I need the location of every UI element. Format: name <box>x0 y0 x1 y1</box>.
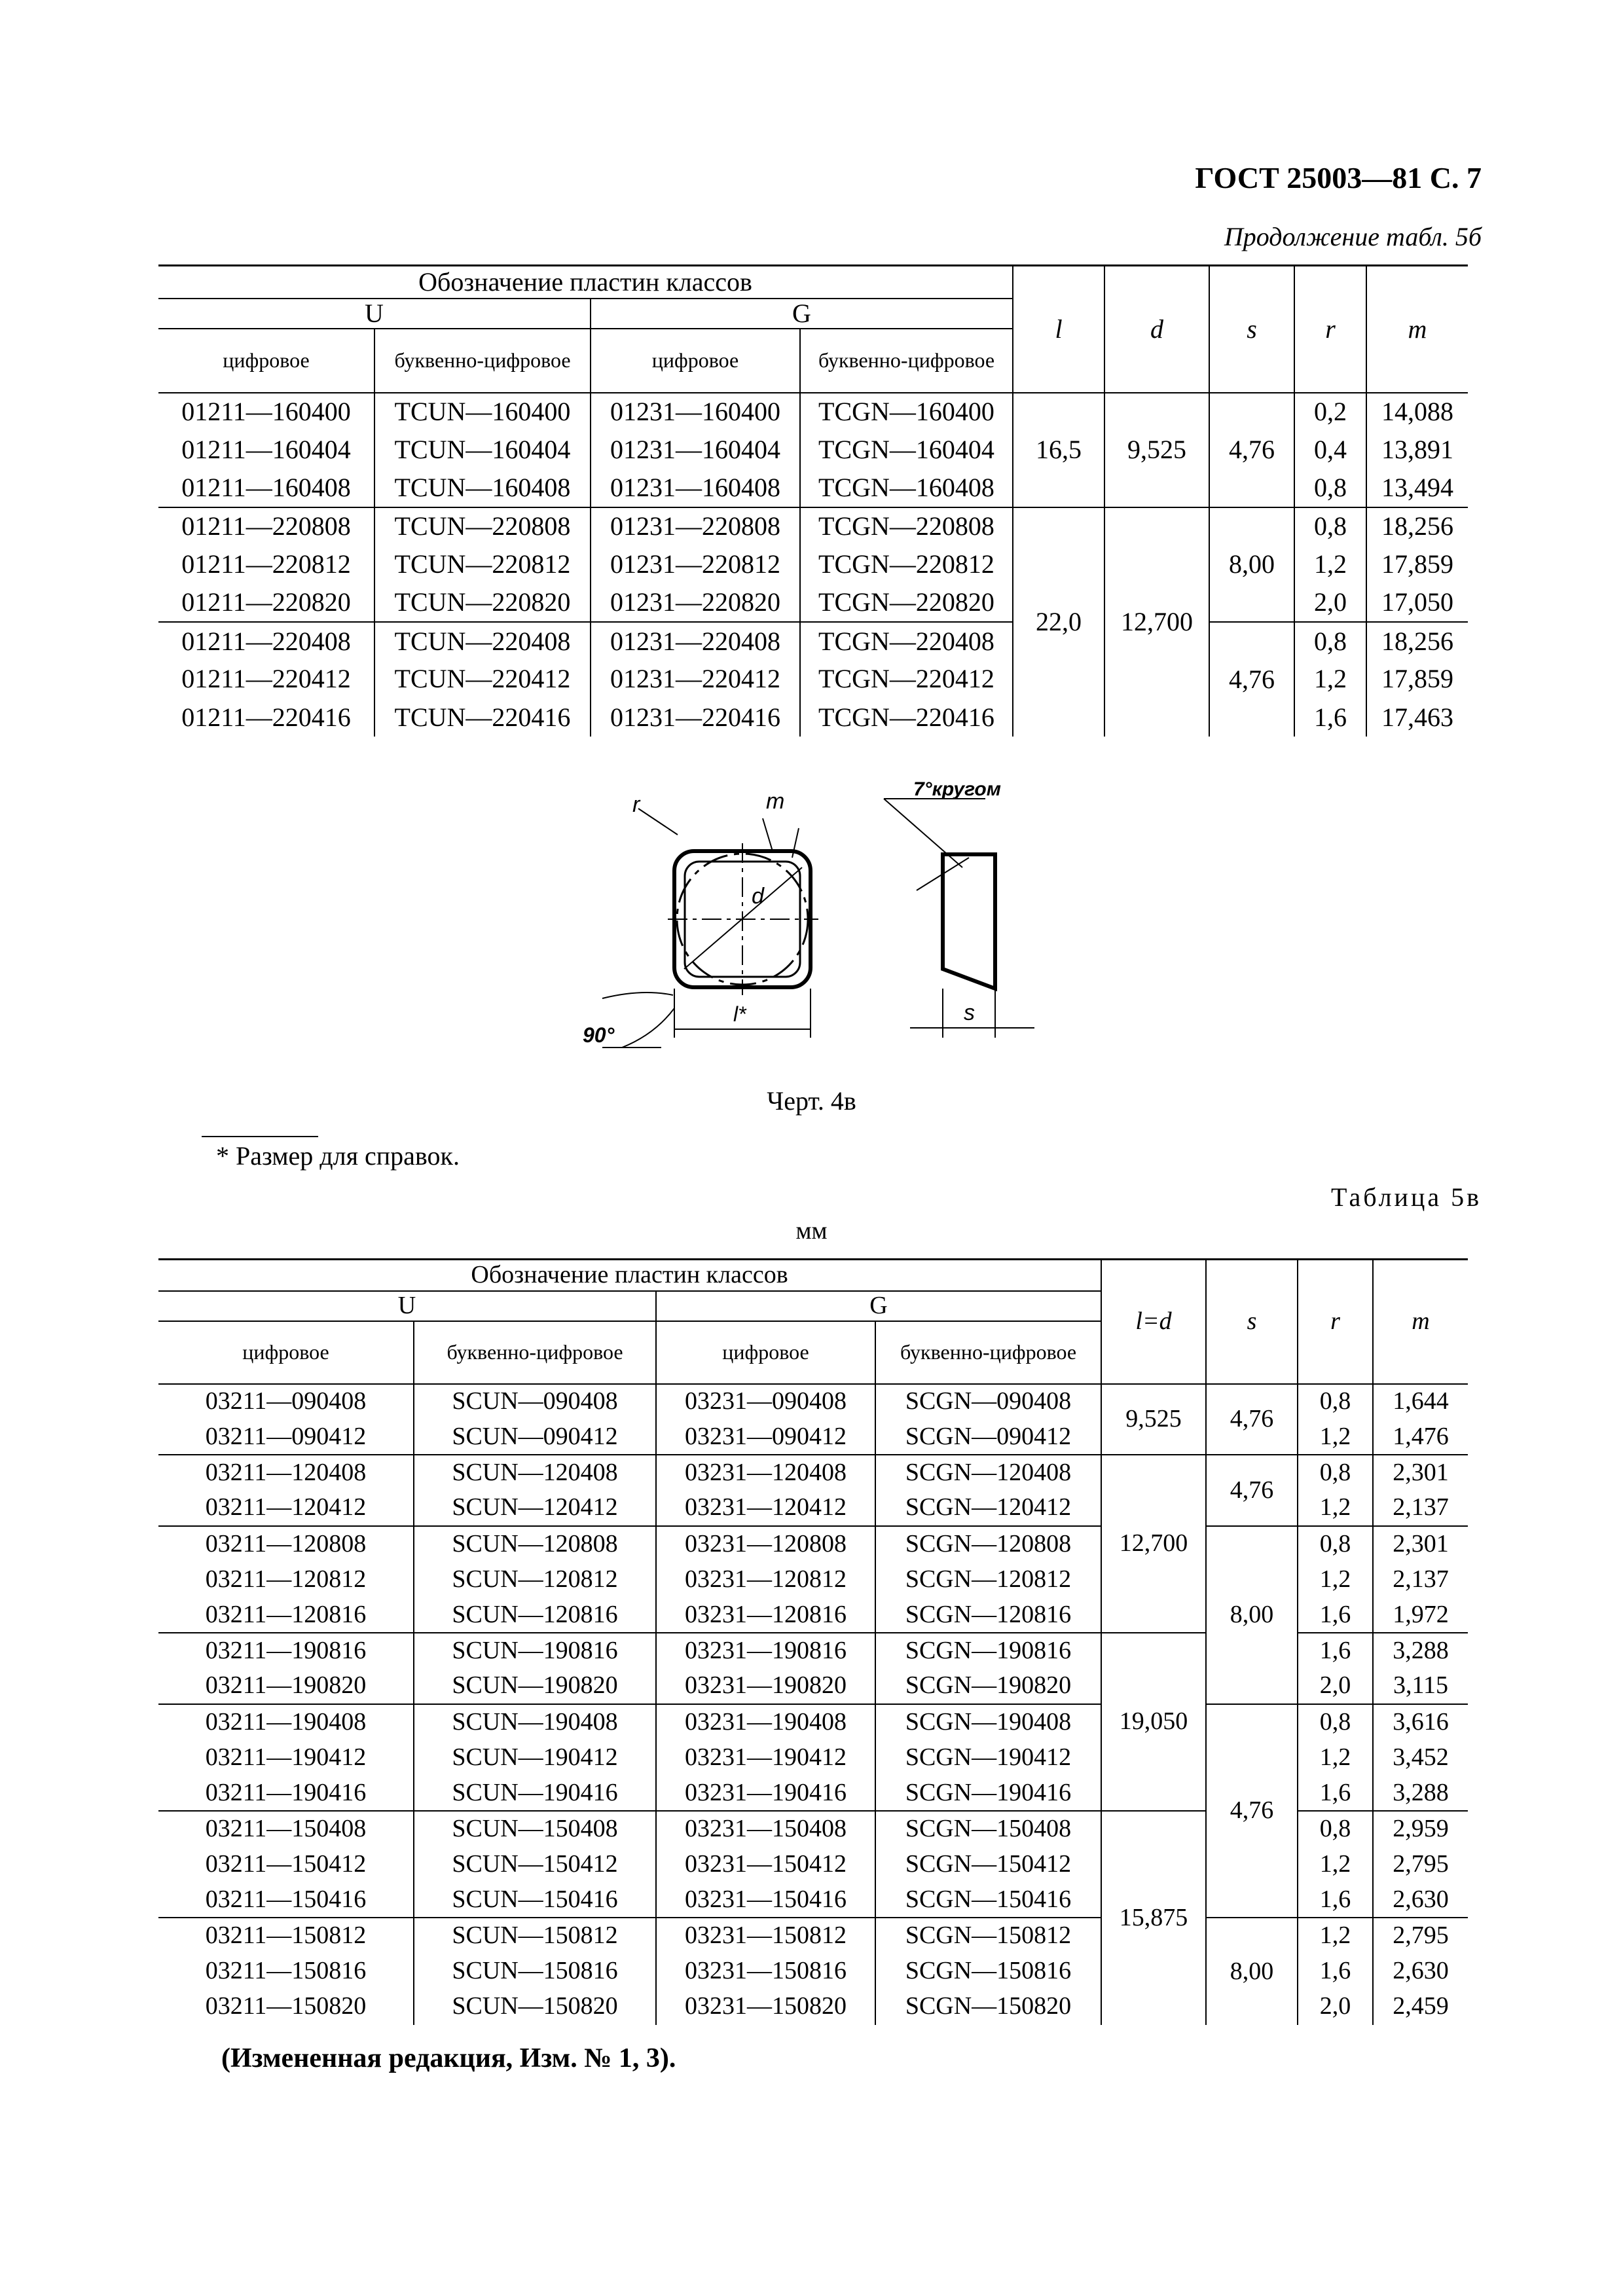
cell-d: 12,700 <box>1104 507 1209 737</box>
page-header: ГОСТ 25003—81 С. 7 <box>1195 161 1482 194</box>
cell-g-alnum: SCGN—150816 <box>875 1954 1101 1989</box>
cell-u-digital: 01211—160408 <box>181 472 351 502</box>
label-d: d <box>752 884 764 909</box>
cell-l: 16,5 <box>1013 393 1104 507</box>
cell-u-digital: 03211—190408 <box>158 1704 414 1740</box>
table-5v-unit: мм <box>795 1217 828 1245</box>
table-continuation-label: Продолжение табл. 5б <box>1224 222 1482 251</box>
cell-m: 1,644 <box>1373 1384 1468 1419</box>
cell-m: 3,115 <box>1373 1669 1468 1704</box>
cell-u-digital: 03211—090412 <box>205 1422 367 1450</box>
header-l: l <box>1013 266 1104 393</box>
header-ld: l=d <box>1101 1260 1206 1384</box>
cell-m: 17,050 <box>1366 583 1468 621</box>
cell-g-alnum: TCGN—220408 <box>800 622 1013 660</box>
header-s: s <box>1209 266 1294 393</box>
cell-s: 8,00 <box>1206 1918 1298 2024</box>
cell-u-alnum: SCUN—120408 <box>414 1455 656 1490</box>
cell-r: 0,8 <box>1298 1526 1373 1561</box>
cell-g-digital: 01231—220812 <box>591 545 800 583</box>
cell-g-alnum: SCGN—150820 <box>875 1989 1101 2024</box>
cell-u-alnum: SCUN—190816 <box>414 1633 656 1668</box>
cell-u-alnum: TCUN—220812 <box>374 545 591 583</box>
cell-g-digital: 01231—160408 <box>591 469 800 507</box>
cell-g-alnum: SCGN—120812 <box>875 1561 1101 1597</box>
cell-m: 1,476 <box>1373 1419 1468 1455</box>
cell-r: 1,2 <box>1298 1740 1373 1775</box>
table-row <box>158 1704 1468 1740</box>
cell-g-alnum: SCGN—150416 <box>875 1882 1101 1918</box>
label-90: 90° <box>583 1023 615 1047</box>
cell-g-alnum: TCGN—220812 <box>800 545 1013 583</box>
cell-m: 2,795 <box>1373 1847 1468 1882</box>
cell-m: 17,859 <box>1366 660 1468 698</box>
cell-g-digital: 03231—190416 <box>656 1776 875 1811</box>
table-5v-title: Таблица 5в <box>1331 1182 1482 1212</box>
header-g-digital: цифровое <box>656 1321 875 1384</box>
cell-r: 1,6 <box>1298 1776 1373 1811</box>
cell-g-alnum: TCGN—220808 <box>800 507 1013 545</box>
cell-u-alnum: SCUN—120816 <box>414 1597 656 1633</box>
cell-r: 0,8 <box>1294 507 1366 545</box>
cell-m: 2,959 <box>1373 1811 1468 1846</box>
cell-u-digital: 03211—150820 <box>205 1992 367 2020</box>
cell-u-digital: 01211—220812 <box>181 549 351 579</box>
cell-u-digital: 03211—190416 <box>205 1778 367 1806</box>
cell-m: 2,301 <box>1373 1455 1468 1490</box>
cell-m: 18,256 <box>1366 507 1468 545</box>
cell-g-digital: 03231—150416 <box>656 1882 875 1918</box>
cell-u-digital: 01211—220416 <box>181 702 351 732</box>
header-u-alnum: буквенно-цифровое <box>414 1321 656 1384</box>
cell-m: 13,891 <box>1366 431 1468 469</box>
cell-g-digital: 03231—120808 <box>656 1526 875 1561</box>
header-u-digital: цифровое <box>158 329 374 393</box>
label-r: r <box>632 792 640 817</box>
cell-r: 0,8 <box>1294 622 1366 660</box>
cell-u-digital: 03211—190816 <box>158 1633 414 1668</box>
cell-g-digital: 01231—220416 <box>591 699 800 737</box>
cell-g-alnum: TCGN—220416 <box>800 699 1013 737</box>
cell-g-alnum: SCGN—090408 <box>875 1384 1101 1419</box>
insert-drawing <box>576 773 1061 1074</box>
footnote-rule <box>202 1136 318 1137</box>
header-m: m <box>1366 266 1468 393</box>
cell-r: 0,8 <box>1298 1384 1373 1419</box>
cell-r: 1,2 <box>1298 1419 1373 1455</box>
cell-u-digital: 03211—190412 <box>205 1743 367 1771</box>
cell-u-digital: 03211—190820 <box>205 1671 367 1700</box>
cell-m: 3,288 <box>1373 1776 1468 1811</box>
label-7-around: 7°кругом <box>913 778 1001 800</box>
insert-plan-view <box>602 809 818 1048</box>
cell-r: 1,6 <box>1294 699 1366 737</box>
label-l: l* <box>733 1002 746 1026</box>
cell-m: 3,452 <box>1373 1740 1468 1775</box>
cell-s: 4,76 <box>1209 622 1294 737</box>
cell-r: 1,2 <box>1294 660 1366 698</box>
table-row <box>158 393 1468 431</box>
header-class-g: G <box>656 1291 1101 1321</box>
header-r: r <box>1294 266 1366 393</box>
header-d: d <box>1104 266 1209 393</box>
cell-g-alnum: SCGN—150812 <box>875 1918 1101 1953</box>
header-g-alnum: буквенно-цифровое <box>875 1321 1101 1384</box>
cell-ld: 9,525 <box>1101 1384 1206 1455</box>
cell-g-digital: 03231—120812 <box>656 1561 875 1597</box>
cell-u-alnum: SCUN—190416 <box>414 1776 656 1811</box>
header-class-g: G <box>591 299 1013 329</box>
table-5b-continuation <box>158 264 1468 737</box>
cell-u-digital: 01211—160404 <box>181 435 351 465</box>
cell-g-alnum: SCGN—190820 <box>875 1669 1101 1704</box>
cell-r: 0,2 <box>1294 393 1366 431</box>
cell-g-digital: 01231—220408 <box>591 622 800 660</box>
cell-u-alnum: TCUN—220808 <box>374 507 591 545</box>
table-5v <box>158 1258 1468 2025</box>
header-m: m <box>1373 1260 1468 1384</box>
insert-side-view <box>884 799 1034 1038</box>
cell-g-alnum: SCGN—190416 <box>875 1776 1101 1811</box>
cell-u-digital: 01211—220412 <box>181 664 351 694</box>
cell-r: 1,2 <box>1294 545 1366 583</box>
cell-u-alnum: SCUN—120808 <box>414 1526 656 1561</box>
cell-g-alnum: SCGN—190408 <box>875 1704 1101 1740</box>
cell-u-alnum: TCUN—220412 <box>374 660 591 698</box>
cell-m: 2,795 <box>1373 1918 1468 1953</box>
cell-r: 0,8 <box>1294 469 1366 507</box>
header-u-alnum: буквенно-цифровое <box>374 329 591 393</box>
cell-m: 3,288 <box>1373 1633 1468 1668</box>
cell-u-alnum: SCUN—150820 <box>414 1989 656 2024</box>
label-m: m <box>766 789 785 814</box>
header-g-digital: цифровое <box>591 329 800 393</box>
cell-r: 1,6 <box>1298 1597 1373 1633</box>
cell-g-digital: 03231—090412 <box>656 1419 875 1455</box>
header-group: Обозначение пластин классов <box>158 266 1013 299</box>
cell-r: 1,6 <box>1298 1882 1373 1918</box>
figure-caption: Черт. 4в <box>767 1086 856 1116</box>
label-s: s <box>964 1000 975 1025</box>
cell-s: 4,76 <box>1206 1455 1298 1526</box>
cell-u-alnum: SCUN—090412 <box>414 1419 656 1455</box>
cell-g-alnum: SCGN—090412 <box>875 1419 1101 1455</box>
cell-u-digital: 03211—150416 <box>205 1885 367 1913</box>
cell-g-digital: 03231—150812 <box>656 1918 875 1953</box>
cell-s: 4,76 <box>1209 393 1294 507</box>
cell-g-digital: 03231—120412 <box>656 1491 875 1526</box>
cell-r: 1,2 <box>1298 1847 1373 1882</box>
cell-g-alnum: SCGN—190412 <box>875 1740 1101 1775</box>
cell-g-alnum: TCGN—220412 <box>800 660 1013 698</box>
cell-g-digital: 03231—120816 <box>656 1597 875 1633</box>
footnote: * Размер для справок. <box>216 1141 460 1171</box>
cell-u-alnum: SCUN—190408 <box>414 1704 656 1740</box>
header-class-u: U <box>158 299 591 329</box>
cell-u-digital: 01211—160400 <box>181 397 351 427</box>
header-s: s <box>1206 1260 1298 1384</box>
cell-s: 8,00 <box>1209 507 1294 622</box>
cell-u-alnum: SCUN—150412 <box>414 1847 656 1882</box>
cell-m: 14,088 <box>1366 393 1468 431</box>
cell-g-digital: 03231—190820 <box>656 1669 875 1704</box>
cell-u-alnum: TCUN—220416 <box>374 699 591 737</box>
cell-u-alnum: TCUN—160400 <box>374 393 591 431</box>
cell-u-digital: 03211—120812 <box>205 1565 367 1593</box>
table-row <box>158 1455 1468 1490</box>
cell-g-digital: 03231—150820 <box>656 1989 875 2024</box>
cell-m: 2,301 <box>1373 1526 1468 1561</box>
header-u-digital: цифровое <box>158 1321 414 1384</box>
cell-ld: 15,875 <box>1101 1811 1206 2024</box>
cell-u-alnum: TCUN—220820 <box>374 583 591 621</box>
cell-s: 4,76 <box>1206 1384 1298 1455</box>
cell-m: 2,630 <box>1373 1882 1468 1918</box>
cell-g-digital: 03231—190816 <box>656 1633 875 1668</box>
cell-g-alnum: TCGN—160400 <box>800 393 1013 431</box>
cell-u-alnum: SCUN—120812 <box>414 1561 656 1597</box>
cell-g-digital: 03231—190408 <box>656 1704 875 1740</box>
cell-r: 1,6 <box>1298 1954 1373 1989</box>
cell-s: 8,00 <box>1206 1526 1298 1704</box>
cell-u-alnum: SCUN—120412 <box>414 1491 656 1526</box>
cell-g-alnum: SCGN—150408 <box>875 1811 1101 1846</box>
cell-u-alnum: SCUN—090408 <box>414 1384 656 1419</box>
cell-u-digital: 03211—150408 <box>158 1811 414 1846</box>
cell-r: 0,8 <box>1298 1455 1373 1490</box>
header-r: r <box>1298 1260 1373 1384</box>
cell-g-digital: 01231—160404 <box>591 431 800 469</box>
cell-ld: 12,700 <box>1101 1455 1206 1633</box>
cell-r: 1,2 <box>1298 1561 1373 1597</box>
cell-g-digital: 03231—190412 <box>656 1740 875 1775</box>
cell-u-alnum: TCUN—160404 <box>374 431 591 469</box>
cell-g-alnum: SCGN—120816 <box>875 1597 1101 1633</box>
cell-m: 3,616 <box>1373 1704 1468 1740</box>
cell-m: 17,859 <box>1366 545 1468 583</box>
cell-l: 22,0 <box>1013 507 1104 737</box>
cell-d: 9,525 <box>1104 393 1209 507</box>
table-row <box>158 1526 1468 1561</box>
cell-g-digital: 03231—090408 <box>656 1384 875 1419</box>
cell-u-alnum: SCUN—150816 <box>414 1954 656 1989</box>
cell-r: 2,0 <box>1298 1669 1373 1704</box>
header-g-alnum: буквенно-цифровое <box>800 329 1013 393</box>
cell-r: 1,6 <box>1298 1633 1373 1668</box>
cell-u-alnum: SCUN—150408 <box>414 1811 656 1846</box>
cell-m: 2,137 <box>1373 1561 1468 1597</box>
cell-r: 0,4 <box>1294 431 1366 469</box>
cell-u-digital: 01211—220408 <box>158 622 374 660</box>
cell-g-digital: 01231—220820 <box>591 583 800 621</box>
cell-u-digital: 03211—120808 <box>158 1526 414 1561</box>
table-row <box>158 1918 1468 1953</box>
cell-m: 18,256 <box>1366 622 1468 660</box>
cell-g-alnum: TCGN—160404 <box>800 431 1013 469</box>
cell-g-alnum: SCGN—150412 <box>875 1847 1101 1882</box>
cell-u-digital: 03211—120408 <box>158 1455 414 1490</box>
cell-g-alnum: TCGN—160408 <box>800 469 1013 507</box>
cell-g-digital: 03231—120408 <box>656 1455 875 1490</box>
cell-m: 2,630 <box>1373 1954 1468 1989</box>
cell-r: 0,8 <box>1298 1811 1373 1846</box>
cell-g-alnum: SCGN—120412 <box>875 1491 1101 1526</box>
cell-m: 13,494 <box>1366 469 1468 507</box>
cell-u-alnum: TCUN—220408 <box>374 622 591 660</box>
cell-r: 0,8 <box>1298 1704 1373 1740</box>
cell-g-alnum: TCGN—220820 <box>800 583 1013 621</box>
table-row <box>158 1384 1468 1419</box>
cell-u-digital: 03211—150412 <box>205 1850 367 1878</box>
cell-g-digital: 03231—150408 <box>656 1811 875 1846</box>
header-class-u: U <box>158 1291 656 1321</box>
cell-u-digital: 03211—090408 <box>205 1387 367 1415</box>
cell-r: 1,2 <box>1298 1918 1373 1953</box>
cell-u-alnum: SCUN—190820 <box>414 1669 656 1704</box>
cell-g-digital: 01231—220412 <box>591 660 800 698</box>
cell-s: 4,76 <box>1206 1704 1298 1918</box>
cell-u-digital: 03211—120412 <box>205 1493 367 1522</box>
cell-g-alnum: SCGN—190816 <box>875 1633 1101 1668</box>
cell-g-digital: 01231—220808 <box>591 507 800 545</box>
cell-u-alnum: SCUN—150812 <box>414 1918 656 1953</box>
cell-r: 2,0 <box>1298 1989 1373 2024</box>
header-group: Обозначение пластин классов <box>158 1260 1101 1291</box>
cell-u-alnum: SCUN—150416 <box>414 1882 656 1918</box>
cell-u-digital: 01211—220820 <box>181 587 351 617</box>
cell-m: 17,463 <box>1366 699 1468 737</box>
cell-r: 1,2 <box>1298 1491 1373 1526</box>
cell-u-digital: 03211—120816 <box>205 1600 367 1628</box>
cell-ld: 19,050 <box>1101 1633 1206 1811</box>
cell-g-digital: 01231—160400 <box>591 393 800 431</box>
cell-m: 2,137 <box>1373 1491 1468 1526</box>
table-row <box>158 622 1468 660</box>
cell-u-alnum: TCUN—160408 <box>374 469 591 507</box>
table-row <box>158 507 1468 545</box>
cell-g-digital: 03231—150816 <box>656 1954 875 1989</box>
cell-r: 2,0 <box>1294 583 1366 621</box>
cell-u-digital: 03211—150816 <box>205 1957 367 1984</box>
cell-u-digital: 01211—220808 <box>158 507 374 545</box>
revision-note: (Измененная редакция, Изм. № 1, 3). <box>221 2043 676 2073</box>
cell-g-alnum: SCGN—120808 <box>875 1526 1101 1561</box>
cell-u-alnum: SCUN—190412 <box>414 1740 656 1775</box>
cell-m: 1,972 <box>1373 1597 1468 1633</box>
cell-g-digital: 03231—150412 <box>656 1847 875 1882</box>
cell-g-alnum: SCGN—120408 <box>875 1455 1101 1490</box>
cell-u-digital: 03211—150812 <box>158 1918 414 1953</box>
cell-m: 2,459 <box>1373 1989 1468 2024</box>
